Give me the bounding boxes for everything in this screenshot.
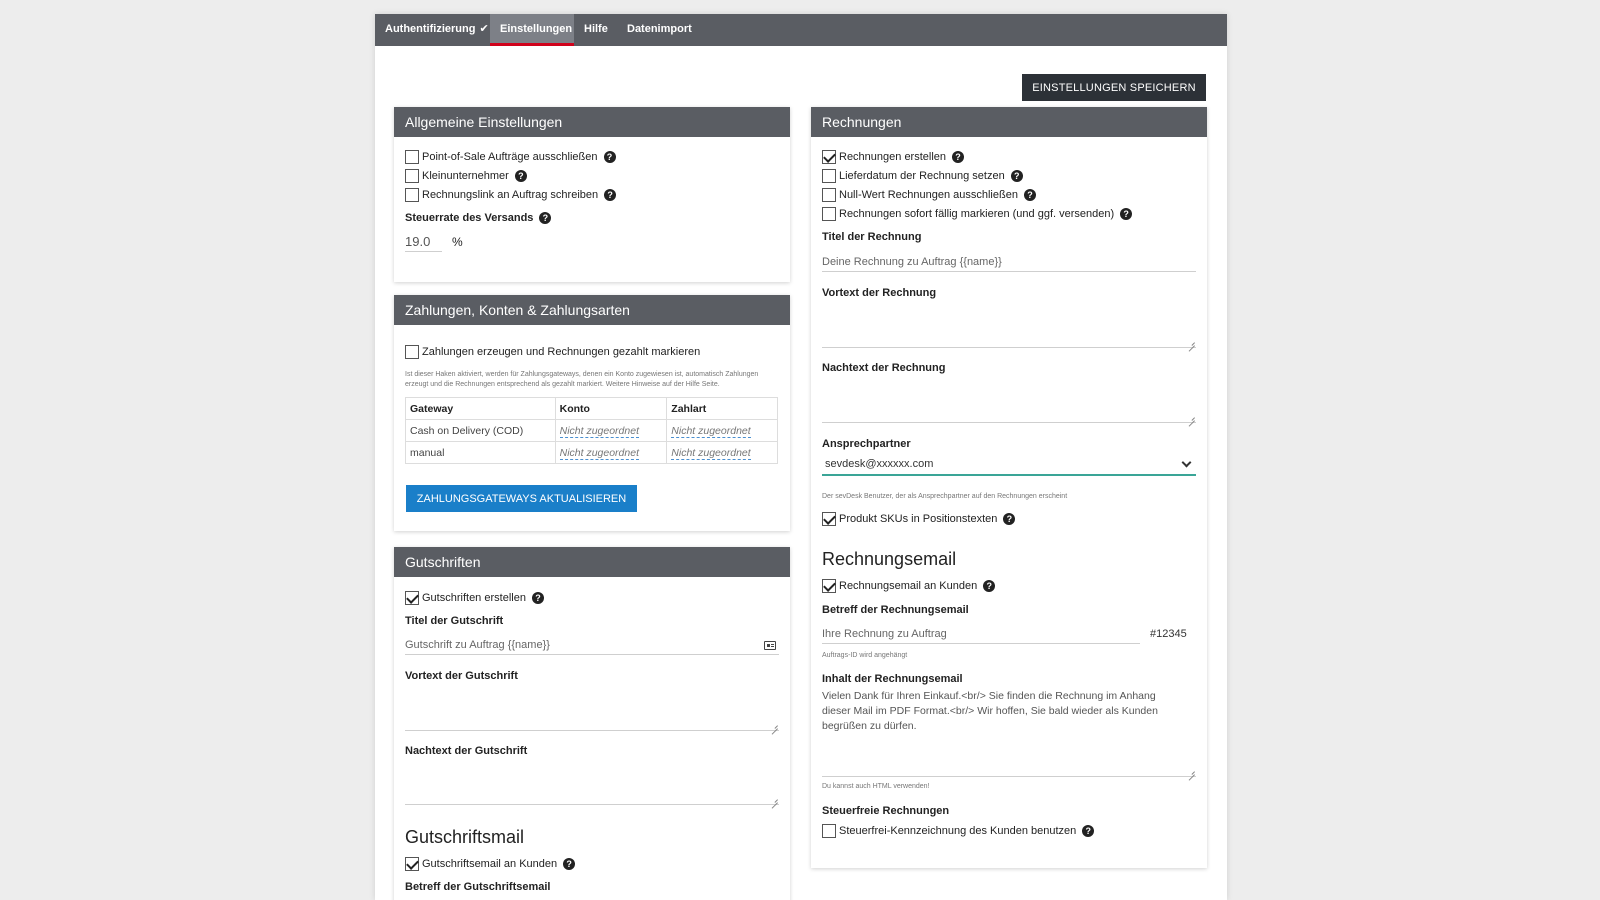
- checkbox-label: Null-Wert Rechnungen ausschließen: [839, 189, 1018, 201]
- konto-select[interactable]: Nicht zugeordnet: [559, 446, 639, 459]
- zahlart-cell: [667, 420, 778, 442]
- checkbox-label: Produkt SKUs in Positionstexten: [839, 513, 998, 525]
- help-icon[interactable]: ?: [1120, 208, 1132, 220]
- resize-handle-icon[interactable]: [1187, 413, 1195, 421]
- resize-handle-icon[interactable]: [1187, 338, 1195, 346]
- invoice-posttext-textarea[interactable]: [822, 378, 1196, 423]
- due-immediately-checkbox[interactable]: [822, 207, 836, 221]
- checkbox-label: Gutschriften erstellen: [422, 592, 526, 604]
- invoice-mail-checkbox[interactable]: [822, 579, 836, 593]
- help-icon[interactable]: ?: [983, 580, 995, 592]
- checkbox-label: Rechnungslink an Auftrag schreiben: [422, 189, 599, 201]
- credit-mail-checkbox[interactable]: [405, 857, 419, 871]
- konto-cell: [555, 442, 667, 464]
- credit-pretext-label: Vortext der Gutschrift: [405, 670, 518, 682]
- help-icon[interactable]: ?: [539, 212, 551, 224]
- panel-title: Gutschriften: [394, 547, 790, 577]
- checkbox-label: Rechnungsemail an Kunden: [839, 580, 978, 592]
- panel-title: Zahlungen, Konten & Zahlungsarten: [394, 295, 790, 325]
- credit-mail-subject-label: Betreff der Gutschriftsemail: [405, 881, 551, 893]
- taxfree-checkbox[interactable]: [822, 824, 836, 838]
- select-value: sevdesk@xxxxxx.com: [825, 458, 934, 470]
- checkbox-label: Lieferdatum der Rechnung setzen: [839, 170, 1005, 182]
- check-icon: ✔: [479, 23, 489, 35]
- column-header: Konto: [555, 398, 667, 420]
- checkbox-label: Rechnungen erstellen: [839, 151, 947, 163]
- invoice-mail-body-label: Inhalt der Rechnungsemail: [822, 673, 963, 685]
- konto-select[interactable]: Nicht zugeordnet: [559, 424, 639, 437]
- taxfree-row: [822, 823, 1094, 839]
- textarea-value: Vielen Dank für Ihren Einkauf.<br/> Sie finden die Rechnung im Anhang dieser Mail im PDF Format.<br/> Wir hoffen, Sie bald wieder als Kunden begrüßen zu dürfen.: [822, 690, 1158, 732]
- invoice-pretext-label: Vortext der Rechnung: [822, 287, 937, 299]
- invoice-title-label: Titel der Rechnung: [822, 231, 922, 243]
- help-icon[interactable]: ?: [515, 170, 527, 182]
- invoices-create-row: [822, 149, 964, 165]
- payments-create-row: [405, 344, 700, 360]
- credits-panel: [394, 547, 790, 900]
- checkbox-label: Zahlungen erzeugen und Rechnungen gezahlt markieren: [422, 346, 701, 358]
- checkbox-label: Gutschriftsemail an Kunden: [422, 858, 558, 870]
- panel-title: Rechnungen: [811, 107, 1207, 137]
- help-icon[interactable]: ?: [532, 592, 544, 604]
- invoice-mail-subject-input[interactable]: Ihre Rechnung zu Auftrag: [822, 626, 1140, 644]
- input-value: Gutschrift zu Auftrag {{name}}: [405, 639, 550, 651]
- credit-title-input[interactable]: [405, 637, 779, 655]
- tab-hilfe[interactable]: [574, 14, 618, 46]
- order-id-suffix: #12345: [1150, 628, 1187, 640]
- invoice-mail-body-note: Du kannst auch HTML verwenden!: [822, 783, 930, 790]
- credit-posttext-textarea[interactable]: [405, 761, 779, 805]
- tab-label: Hilfe: [584, 23, 608, 35]
- payments-note: Ist dieser Haken aktiviert, werden für Zahlungsgateways, denen ein Konto zugewiesen ist, automatisch Zahlungen erzeugt und die Rechnungen entsprechend als gezahlt markiert. Weitere Hinweise auf der Hilfe Seite.: [405, 371, 759, 388]
- konto-cell: [555, 420, 667, 442]
- small-business-checkbox[interactable]: [405, 169, 419, 183]
- invoice-posttext-label: Nachtext der Rechnung: [822, 362, 946, 374]
- tab-label: Authentifizierung: [385, 23, 476, 35]
- payments-panel: [394, 295, 790, 531]
- help-icon[interactable]: ?: [604, 189, 616, 201]
- credit-posttext-label: Nachtext der Gutschrift: [405, 745, 528, 757]
- small-business-row: [405, 168, 527, 184]
- invoices-create-checkbox[interactable]: [822, 150, 836, 164]
- help-icon[interactable]: ?: [952, 151, 964, 163]
- checkbox-label: Rechnungen sofort fällig markieren (und ggf. versenden): [839, 208, 1115, 220]
- percent-unit: %: [452, 235, 463, 249]
- update-gateways-button[interactable]: ZAHLUNGSGATEWAYS AKTUALISIEREN: [406, 485, 637, 512]
- invoice-title-input[interactable]: Deine Rechnung zu Auftrag {{name}}: [822, 254, 1196, 272]
- zero-value-checkbox[interactable]: [822, 188, 836, 202]
- zero-value-row: [822, 187, 1036, 203]
- help-icon[interactable]: ?: [563, 858, 575, 870]
- chevron-down-icon: [1182, 458, 1192, 468]
- invoice-mail-subject-note: Auftrags-ID wird angehängt: [822, 652, 908, 659]
- credits-create-row: [405, 590, 544, 606]
- credit-title-label: Titel der Gutschrift: [405, 615, 504, 627]
- table-row: [406, 442, 778, 464]
- delivery-date-row: [822, 168, 1023, 184]
- table-row: [406, 420, 778, 442]
- product-sku-checkbox[interactable]: [822, 512, 836, 526]
- gateway-table: [405, 397, 778, 464]
- tab-einstellungen[interactable]: [490, 14, 574, 46]
- contact-person-note: Der sevDesk Benutzer, der als Ansprechpartner auf den Rechnungen erscheint: [822, 493, 1068, 500]
- product-sku-row: [822, 511, 1015, 527]
- help-icon[interactable]: ?: [604, 151, 616, 163]
- credits-create-checkbox[interactable]: [405, 591, 419, 605]
- invoice-link-checkbox[interactable]: [405, 188, 419, 202]
- help-icon[interactable]: ?: [1024, 189, 1036, 201]
- zahlart-select[interactable]: Nicht zugeordnet: [671, 424, 751, 437]
- pos-exclude-row: [405, 149, 616, 165]
- shipping-tax-label: [405, 212, 551, 224]
- contact-person-select[interactable]: [822, 454, 1196, 476]
- credit-mail-heading: Gutschriftsmail: [405, 827, 525, 847]
- help-icon[interactable]: ?: [1011, 170, 1023, 182]
- column-header: Gateway: [406, 398, 556, 420]
- invoice-mail-subject-label: Betreff der Rechnungsemail: [822, 604, 969, 616]
- resize-handle-icon[interactable]: [770, 795, 778, 803]
- contact-card-icon[interactable]: [764, 641, 776, 650]
- checkbox-label: Kleinunternehmer: [422, 170, 509, 182]
- invoice-mail-body-textarea[interactable]: [822, 689, 1196, 777]
- gateway-cell: Cash on Delivery (COD): [406, 420, 556, 442]
- pos-exclude-checkbox[interactable]: [405, 150, 419, 164]
- checkbox-label: Point-of-Sale Aufträge ausschließen: [422, 151, 598, 163]
- invoice-pretext-textarea[interactable]: [822, 303, 1196, 348]
- invoice-link-row: [405, 187, 616, 203]
- save-settings-button[interactable]: EINSTELLUNGEN SPEICHERN: [1022, 74, 1206, 101]
- delivery-date-checkbox[interactable]: [822, 169, 836, 183]
- invoices-panel: [811, 107, 1207, 868]
- payments-create-checkbox[interactable]: [405, 345, 419, 359]
- tab-datenimport[interactable]: [617, 14, 702, 46]
- invoice-mail-row: [822, 578, 995, 594]
- general-settings-panel: [394, 107, 790, 282]
- help-icon[interactable]: ?: [1003, 513, 1015, 525]
- shipping-tax-input[interactable]: 19.0: [405, 234, 442, 252]
- taxfree-invoices-label: Steuerfreie Rechnungen: [822, 805, 950, 817]
- zahlart-select[interactable]: Nicht zugeordnet: [671, 446, 751, 459]
- invoice-mail-heading: Rechnungsemail: [822, 549, 957, 569]
- panel-title: Allgemeine Einstellungen: [394, 107, 790, 137]
- label-text: Steuerrate des Versands: [405, 212, 534, 224]
- checkbox-label: Steuerfrei-Kennzeichnung des Kunden benutzen: [839, 825, 1077, 837]
- credit-pretext-textarea[interactable]: [405, 687, 779, 731]
- contact-person-label: Ansprechpartner: [822, 438, 911, 450]
- resize-handle-icon[interactable]: [770, 721, 778, 729]
- zahlart-cell: [667, 442, 778, 464]
- column-header: Zahlart: [667, 398, 778, 420]
- app-window: [375, 14, 1227, 900]
- due-immediately-row: [822, 206, 1132, 222]
- credit-mail-row: [405, 856, 575, 872]
- help-icon[interactable]: ?: [1082, 825, 1094, 837]
- tab-label: Einstellungen: [500, 23, 573, 35]
- top-navigation: [375, 14, 1227, 46]
- table-header-row: [406, 398, 778, 420]
- resize-handle-icon[interactable]: [1187, 767, 1195, 775]
- gateway-cell: manual: [406, 442, 556, 464]
- tab-label: Datenimport: [627, 23, 692, 35]
- tab-authentifizierung[interactable]: [375, 14, 499, 46]
